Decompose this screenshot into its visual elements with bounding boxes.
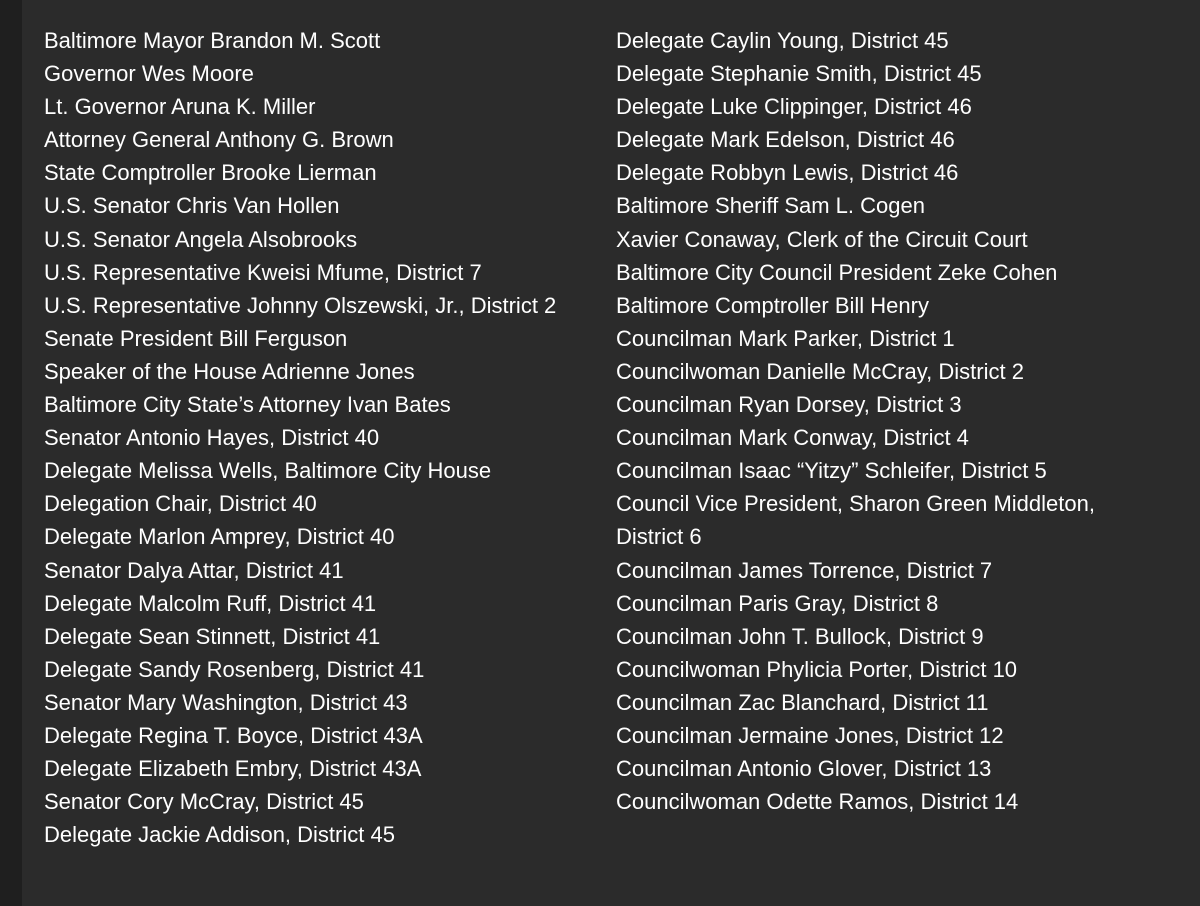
officials-list-right [616, 24, 1176, 818]
list-item: Council Vice President, Sharon Green Middleton, [616, 491, 1095, 517]
list-item: Senator Antonio Hayes, District 40 [44, 425, 380, 451]
list-item: Baltimore Comptroller Bill Henry [616, 292, 929, 318]
list-item: Councilman Mark Parker, District 1 [616, 325, 955, 351]
list-item: Delegation Chair, District 40 [44, 491, 317, 517]
list-item: Senator Cory McCray, District 45 [44, 789, 364, 815]
list-item: Councilman Zac Blanchard, District 11 [616, 689, 989, 715]
list-item: Baltimore City Council President Zeke Cohen [616, 259, 1058, 285]
list-item: Councilman Jermaine Jones, District 12 [616, 722, 1004, 748]
list-item: Senator Dalya Attar, District 41 [44, 557, 344, 583]
list-item: Delegate Melissa Wells, Baltimore City House [44, 458, 492, 484]
list-item: Councilman Paris Gray, District 8 [616, 590, 939, 616]
list-item: Senate President Bill Ferguson [44, 325, 348, 351]
list-item: Delegate Sean Stinnett, District 41 [44, 623, 381, 649]
list-item: Baltimore Sheriff Sam L. Cogen [616, 193, 925, 219]
list-item: U.S. Representative Johnny Olszewski, Jr., District 2 [44, 292, 557, 318]
list-item: Councilman Mark Conway, District 4 [616, 425, 969, 451]
list-item: Councilman James Torrence, District 7 [616, 557, 993, 583]
list-item: Speaker of the House Adrienne Jones [44, 358, 415, 384]
list-item: Delegate Stephanie Smith, District 45 [616, 61, 982, 87]
list-item: Baltimore Mayor Brandon M. Scott [44, 28, 381, 53]
list-item: State Comptroller Brooke Lierman [44, 160, 377, 186]
list-item: Attorney General Anthony G. Brown [44, 127, 394, 153]
list-item: Governor Wes Moore [44, 61, 254, 87]
list-item: Delegate Regina T. Boyce, District 43A [44, 722, 423, 748]
officials-list-left [44, 24, 604, 851]
list-item: U.S. Representative Kweisi Mfume, District 7 [44, 259, 482, 285]
list-item: Delegate Malcolm Ruff, District 41 [44, 590, 377, 616]
list-item: Delegate Caylin Young, District 45 [616, 28, 949, 53]
list-item: Councilman Antonio Glover, District 13 [616, 756, 992, 782]
list-item: Councilman Ryan Dorsey, District 3 [616, 392, 962, 418]
list-item: Delegate Marlon Amprey, District 40 [44, 524, 395, 550]
list-item: Xavier Conaway, Clerk of the Circuit Court [616, 226, 1028, 252]
left-edge-strip [0, 0, 22, 906]
list-item: Councilman John T. Bullock, District 9 [616, 623, 984, 649]
list-item: Councilwoman Phylicia Porter, District 10 [616, 656, 1018, 682]
list-item: Councilwoman Danielle McCray, District 2 [616, 358, 1024, 384]
list-item: Delegate Sandy Rosenberg, District 41 [44, 656, 425, 682]
list-item: Delegate Luke Clippinger, District 46 [616, 94, 972, 120]
list-item: Senator Mary Washington, District 43 [44, 689, 408, 715]
list-item: Delegate Robbyn Lewis, District 46 [616, 160, 959, 186]
list-item: Lt. Governor Aruna K. Miller [44, 94, 316, 120]
list-item: Delegate Jackie Addison, District 45 [44, 822, 395, 848]
list-item: Delegate Elizabeth Embry, District 43A [44, 756, 422, 782]
list-item: Baltimore City State’s Attorney Ivan Bates [44, 392, 451, 418]
list-item: Councilman Isaac “Yitzy” Schleifer, District 5 [616, 458, 1047, 484]
list-item: Delegate Mark Edelson, District 46 [616, 127, 955, 153]
list-item: Councilwoman Odette Ramos, District 14 [616, 789, 1019, 815]
list-item: U.S. Senator Angela Alsobrooks [44, 226, 358, 252]
list-item: District 6 [616, 524, 702, 550]
list-item: U.S. Senator Chris Van Hollen [44, 193, 340, 219]
